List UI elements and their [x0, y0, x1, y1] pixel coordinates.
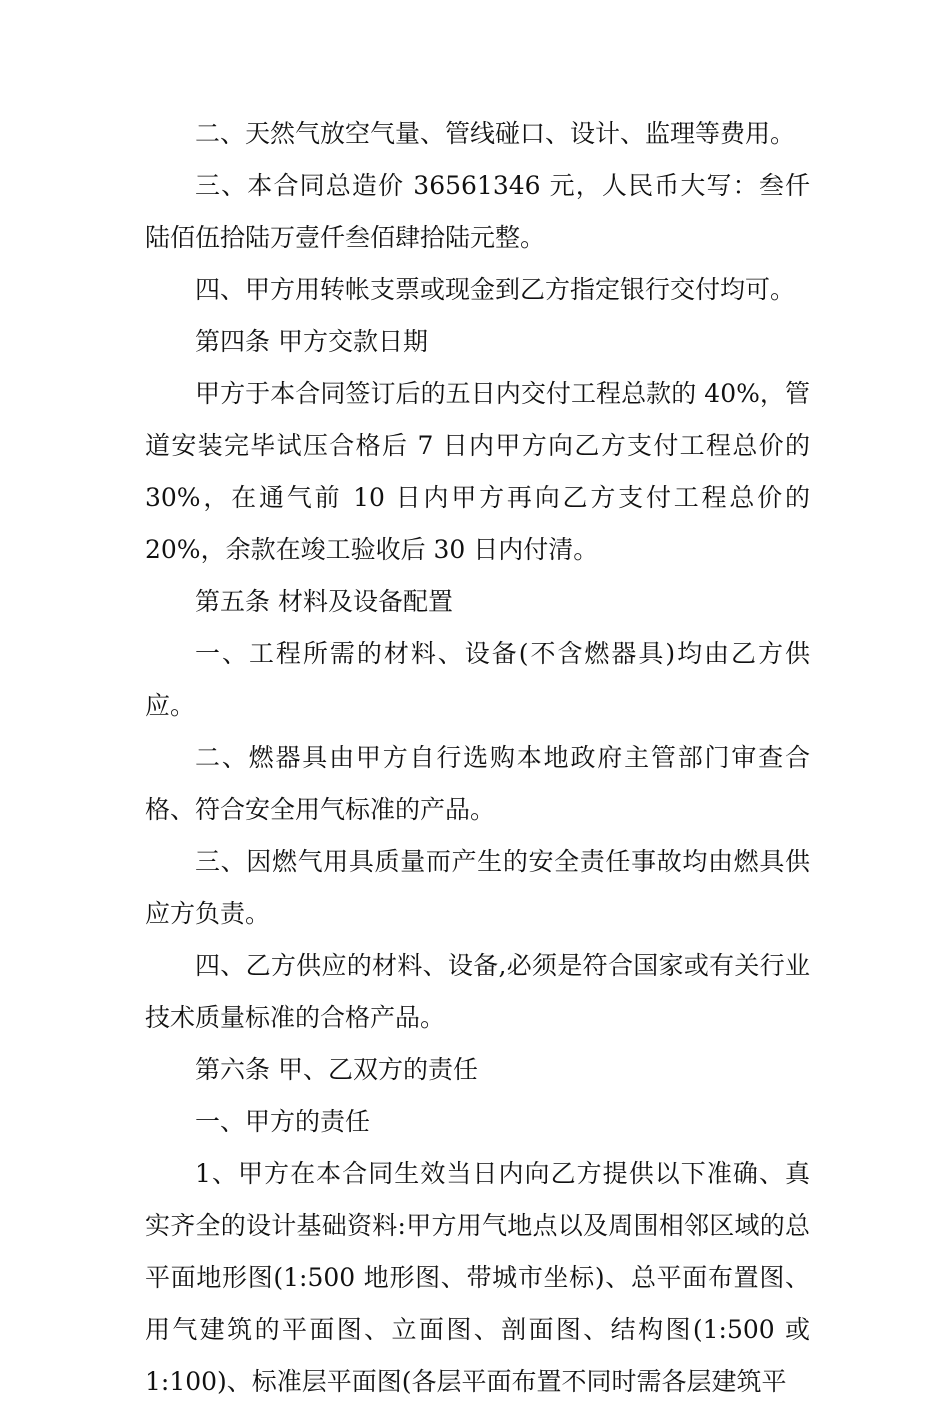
article-5-item-4: 四、乙方供应的材料、设备,必须是符合国家或有关行业技术质量标准的合格产品。	[145, 951, 810, 1032]
article-5-item-3: 三、因燃气用具质量而产生的安全责任事故均由燃具供应方负责。	[145, 847, 810, 928]
clause-4-payment-method: 四、甲方用转帐支票或现金到乙方指定银行交付均可。	[195, 275, 796, 304]
article-6-heading: 第六条 甲、乙双方的责任	[195, 1055, 478, 1084]
article-5-item-2: 二、燃器具由甲方自行选购本地政府主管部门审查合格、符合安全用气标准的产品。	[145, 743, 810, 824]
clause-3-total-price: 三、本合同总造价 36561346 元，人民币大写：叁仟陆佰伍拾陆万壹仟叁佰肆拾陆元整。	[145, 171, 810, 252]
party-a-responsibility-heading: 一、甲方的责任	[195, 1107, 371, 1136]
article-4-heading: 第四条 甲方交款日期	[195, 327, 428, 356]
article-4-payment-schedule: 甲方于本合同签订后的五日内交付工程总款的 40%，管道安装完毕试压合格后 7 日内甲方向乙方支付工程总价的 30%，在通气前 10 日内甲方再向乙方支付工程总价的 20%，余款在竣工验收后 30 日内付清。	[145, 379, 818, 564]
article-5-item-1: 一、工程所需的材料、设备(不含燃器具)均由乙方供应。	[145, 639, 810, 720]
article-5-heading: 第五条 材料及设备配置	[195, 587, 453, 616]
document-body	[145, 108, 818, 1408]
clause-2-fees: 二、天然气放空气量、管线碰口、设计、监理等费用。	[195, 119, 796, 148]
party-a-responsibility-item-1: 1、甲方在本合同生效当日内向乙方提供以下准确、真实齐全的设计基础资料:甲方用气地点以及周围相邻区域的总平面地形图(1:500 地形图、带城市坐标)、总平面布置图、用气建筑的平面图、立面图、剖面图、结构图(1:500 或 1:100)、标准层平面图(各层平面布置不同时需各层建筑平	[145, 1159, 818, 1396]
